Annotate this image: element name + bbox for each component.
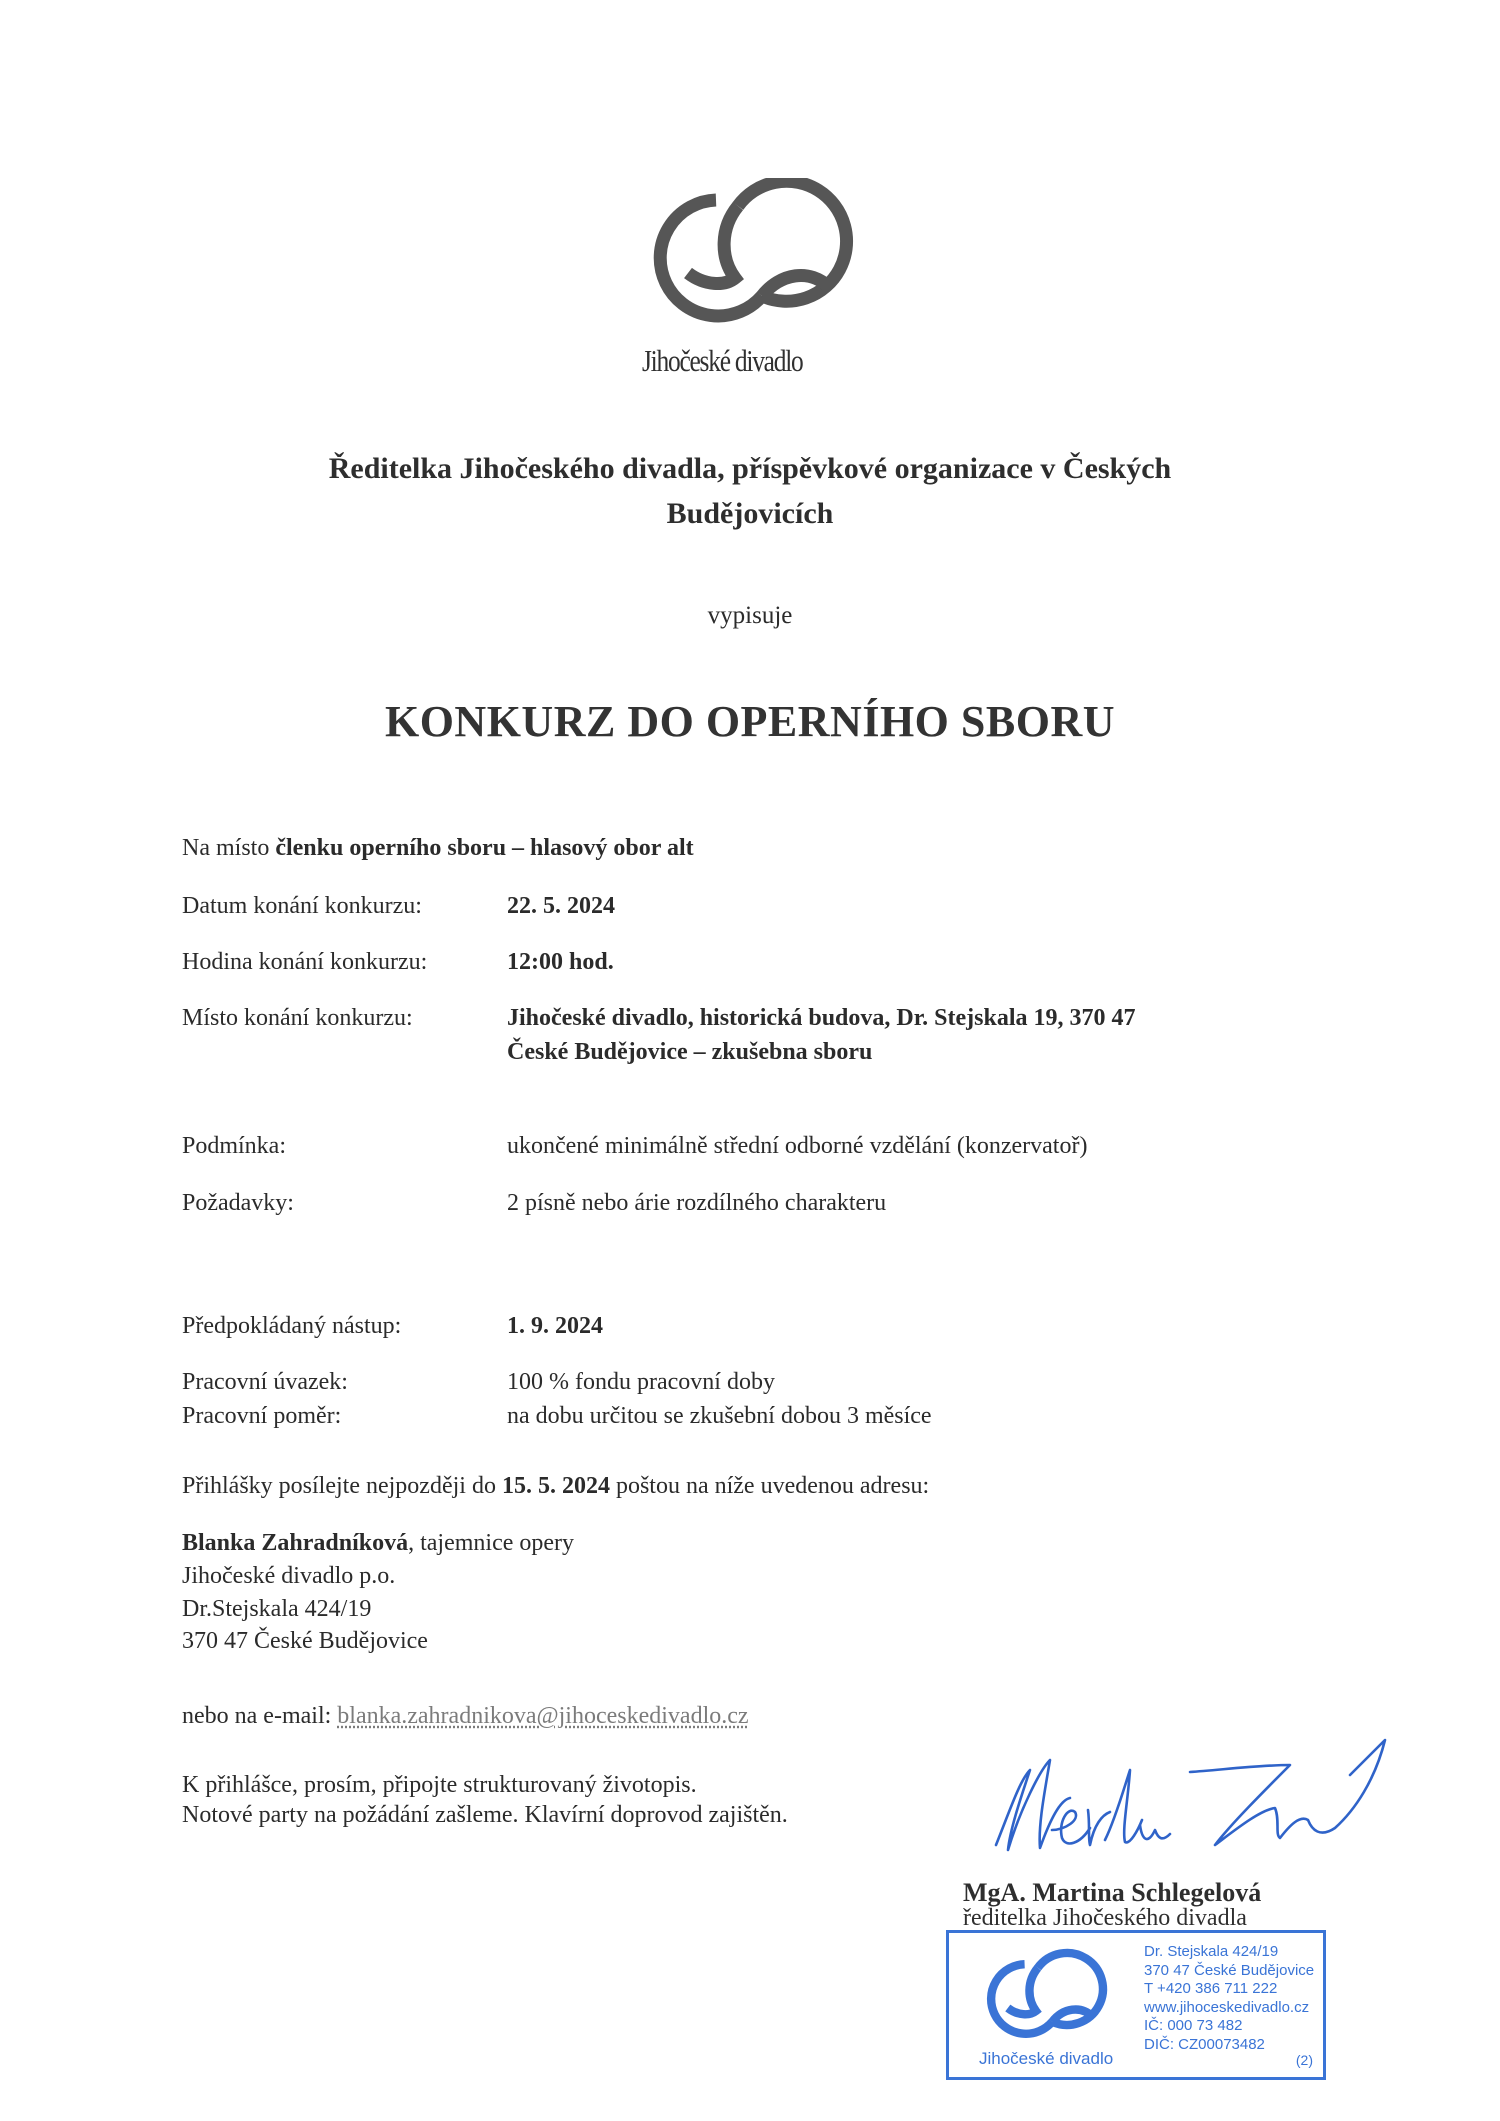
position-prefix: Na místo bbox=[182, 835, 270, 861]
application-before: Přihlášky posílejte nejpozději do bbox=[182, 1473, 496, 1499]
start-value: 1. 9. 2024 bbox=[507, 1313, 603, 1339]
stamp-street: Dr. Stejskala 424/19 bbox=[1144, 1943, 1279, 1960]
address-city: 370 47 České Budějovice bbox=[182, 1628, 428, 1654]
start-label: Předpokládaný nástup: bbox=[182, 1313, 402, 1339]
email-line bbox=[182, 1704, 749, 1728]
stamp-web: www.jihoceskedivadlo.cz bbox=[1144, 1998, 1310, 2016]
workload-label: Pracovní úvazek: bbox=[182, 1369, 348, 1395]
venue-label: Místo konání konkurzu: bbox=[182, 1005, 413, 1031]
stamp-ico: IČ: 000 73 482 bbox=[1144, 2017, 1243, 2034]
venue-value-line1: Jihočeské divadlo, historická budova, Dr. Stejskala 19, 370 47 bbox=[507, 1005, 1136, 1031]
condition-value: ukončené minimálně střední odborné vzdělání (konzervatoř) bbox=[507, 1133, 1088, 1159]
email-link[interactable]: blanka.zahradnikova@jihoceskedivadlo.cz bbox=[337, 1703, 749, 1729]
announces-text: vypisuje bbox=[707, 602, 793, 629]
contract-label: Pracovní poměr: bbox=[182, 1403, 342, 1429]
page-title: KONKURZ DO OPERNÍHO SBORU bbox=[384, 697, 1115, 746]
handwritten-signature bbox=[990, 1730, 1390, 1860]
logo-caption: Jihočeské divadlo bbox=[642, 343, 803, 378]
application-instructions bbox=[182, 1474, 929, 1498]
contract-value: na dobu určitou se zkušební dobou 3 měsíce bbox=[507, 1403, 932, 1429]
note-cv: K přihlášce, prosím, připojte strukturovaný životopis. bbox=[182, 1772, 697, 1798]
application-after: poštou na níže uvedenou adresu: bbox=[615, 1473, 930, 1499]
demands-value: 2 písně nebo árie rozdílného charakteru bbox=[507, 1190, 887, 1216]
email-prefix: nebo na e-mail: bbox=[182, 1703, 332, 1729]
issuer-heading-line2: Budějovicích bbox=[666, 497, 834, 530]
workload-value: 100 % fondu pracovní doby bbox=[507, 1369, 775, 1395]
position-value: členku operního sboru – hlasový obor alt bbox=[275, 835, 694, 861]
signatory-title: ředitelka Jihočeského divadla bbox=[963, 1905, 1247, 1931]
stamp-number: (2) bbox=[1295, 2052, 1313, 2068]
stamp-logo-icon bbox=[979, 1941, 1129, 2051]
theatre-logo-icon bbox=[640, 178, 890, 328]
issuer-heading-line1: Ředitelka Jihočeského divadla, příspěvkové organizace v Českých bbox=[328, 452, 1172, 485]
contact-name-line bbox=[182, 1531, 574, 1555]
contact-name: Blanka Zahradníková bbox=[182, 1530, 409, 1556]
position-line bbox=[182, 836, 694, 860]
condition-label: Podmínka: bbox=[182, 1133, 287, 1159]
stamp-dic: DIČ: CZ00073482 bbox=[1144, 2035, 1265, 2053]
address-street: Dr.Stejskala 424/19 bbox=[182, 1596, 372, 1622]
venue-value-line2: České Budějovice – zkušebna sboru bbox=[507, 1039, 873, 1065]
demands-label: Požadavky: bbox=[182, 1190, 294, 1216]
contact-role: , tajemnice opery bbox=[408, 1530, 575, 1556]
application-deadline: 15. 5. 2024 bbox=[501, 1473, 610, 1499]
time-value: 12:00 hod. bbox=[507, 949, 614, 975]
date-label: Datum konání konkurzu: bbox=[182, 893, 422, 919]
official-stamp bbox=[946, 1930, 1326, 2080]
signatory-name: MgA. Martina Schlegelová bbox=[963, 1878, 1262, 1907]
stamp-phone: T +420 386 711 222 bbox=[1144, 1980, 1278, 1997]
address-org: Jihočeské divadlo p.o. bbox=[182, 1563, 396, 1589]
stamp-caption: Jihočeské divadlo bbox=[979, 2049, 1114, 2068]
stamp-city: 370 47 České Budějovice bbox=[1144, 1961, 1315, 1979]
stamp-details bbox=[1144, 1943, 1314, 2054]
date-value: 22. 5. 2024 bbox=[507, 893, 615, 919]
note-scores: Notové party na požádání zašleme. Klavírní doprovod zajištěn. bbox=[182, 1802, 788, 1828]
time-label: Hodina konání konkurzu: bbox=[182, 949, 428, 975]
